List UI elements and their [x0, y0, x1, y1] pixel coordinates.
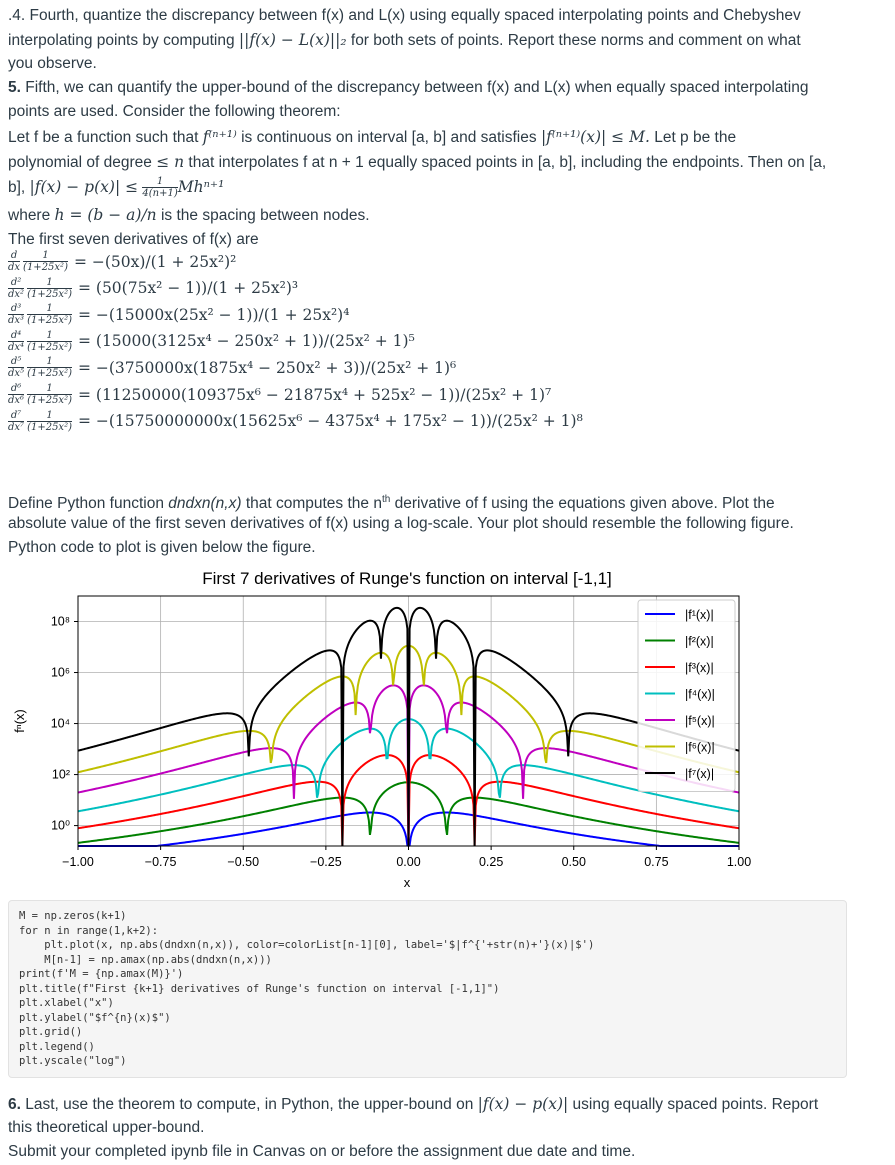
legend-entry: |f²(x)|	[685, 634, 714, 649]
define-line-3: Python code to plot is given below the figure.	[8, 539, 316, 556]
define-line-1: Define Python function dndxn(n,x) that computes the $n^{th}$ derivative of f using the equations given above. Plot the	[8, 494, 775, 513]
bound-fraction: $\frac{1}{4(n+1)}$	[142, 176, 178, 200]
x-tick-label: 0.00	[396, 855, 421, 869]
derivative-expression: = (15000(3125x⁴ − 250x² + 1))/(25x² + 1)⁵	[77, 332, 415, 351]
x-tick-label: 0.50	[561, 855, 586, 869]
x-tick-label: −1.00	[62, 855, 94, 869]
x-tick-label: 1.00	[726, 855, 752, 869]
derivative-equation	[8, 277, 298, 300]
legend-entry: |f³(x)|	[685, 661, 714, 675]
derivative-equation	[8, 330, 415, 353]
derivative-expression: = (50(75x² − 1))/(1 + 25x²)³	[77, 279, 299, 298]
derivative-expression: = −(3750000x(1875x⁴ − 250x² + 3))/(25x² + 1)⁶	[77, 358, 457, 377]
norm-expression: ||f(x) − L(x)||₂	[238, 31, 347, 49]
define-line-2: absolute value of the first seven derivatives of f(x) using a log-scale. Your plot should resemble the following figure.	[8, 515, 794, 532]
y-tick-label: 10⁶	[50, 665, 70, 680]
q5-line-2: points are used. Consider the following theorem:	[8, 103, 341, 120]
chart-title: First 7 derivatives of Runge's function on interval [-1,1]	[202, 569, 612, 588]
python-code: M = np.zeros(k+1) for n in range(1,k+2): plt.plot(x, np.abs(dndxn(n,x)), color=colorList[n-1][0], label='$|f^{'+str(n)+'}(x)|$') M[n-1] = np.amax(np.abs(dndxn(n,x))) print(f'M = {np.amax(M)}') plt.title(f"First {k+1} derivatives of Runge's function on interval [-1,1]") plt.xlabel("x") plt.ylabel("$f^{n}(x)$") plt.grid() plt.legend() plt.yscale("log")	[19, 910, 595, 1067]
derivative-equation	[8, 303, 349, 326]
y-tick-label: 10²	[51, 767, 70, 782]
q4-line-3: you observe.	[8, 55, 97, 72]
derivative-expression: = −(15750000000x(15625x⁶ − 4375x⁴ + 175x² − 1))/(25x² + 1)⁸	[77, 412, 583, 431]
x-tick-label: −0.75	[144, 855, 177, 869]
code-block	[8, 900, 847, 1078]
derivative-operator: $\frac{\text{d⁷}}{\text{dx⁷}}$ $\frac{1}{\text{(1+25x²)}}$	[8, 409, 72, 433]
q6-line-1: 6. Last, use the theorem to compute, in Python, the upper-bound on |f(x) − p(x)| using equally spaced points. Report	[8, 1095, 819, 1113]
theorem-line-3: b], |f(x) − p(x)| ≤ $\frac{1}{4(n+1)}$ Mhⁿ⁺¹	[8, 176, 225, 200]
y-tick-label: 10⁴	[50, 716, 70, 731]
where-line: where h = (b − a)/n is the spacing between nodes.	[8, 206, 370, 224]
theorem-line-1: Let f be a function such that f⁽ⁿ⁺¹⁾ is continuous on interval [a, b] and satisfies |f⁽ⁿ⁺¹⁾(x)| ≤ M. Let p be the	[8, 128, 737, 146]
x-axis-label: x	[403, 875, 411, 890]
derivative-operator: $\frac{d}{dx}$ $\frac{1}{\text{(1+25x²)}}$	[8, 250, 68, 273]
q5-line-1: 5. Fifth, we can quantify the upper-bound of the discrepancy between f(x) and L(x) when equally spaced interpolating	[8, 79, 809, 96]
x-tick-label: −0.50	[227, 855, 260, 869]
y-axis-label: fⁿ(x)	[12, 709, 27, 733]
derivative-operator: $\frac{\text{d⁵}}{\text{dx⁵}}$ $\frac{1}{\text{(1+25x²)}}$	[8, 356, 72, 380]
legend-entry: |f⁶(x)|	[685, 740, 715, 755]
y-tick-label: 10⁰	[51, 818, 70, 833]
derivative-operator: $\frac{\text{d²}}{\text{dx²}}$ $\frac{1}{\text{(1+25x²)}}$	[8, 276, 72, 300]
legend-entry: |f⁵(x)|	[685, 714, 715, 728]
submit-line: Submit your completed ipynb file in Canvas on or before the assignment due date and time.	[8, 1143, 636, 1160]
legend-entry: |f¹(x)|	[685, 608, 714, 622]
function-name: dndxn(n,x)	[168, 495, 242, 513]
x-tick-label: 0.25	[478, 855, 504, 869]
x-tick-label: 0.75	[644, 855, 669, 869]
q4-line-2: interpolating points by computing ||f(x) − L(x)||₂ for both sets of points. Report these norms and comment on what	[8, 31, 801, 49]
y-tick-label: 10⁸	[50, 614, 70, 629]
derivative-equation	[8, 250, 236, 273]
derivative-operator: $\frac{\text{d⁶}}{\text{dx⁶}}$ $\frac{1}{\text{(1+25x²)}}$	[8, 383, 72, 406]
derivative-equation	[8, 383, 551, 406]
derivative-equation	[8, 356, 456, 379]
derivative-expression: = −(15000x(25x² − 1))/(1 + 25x²)⁴	[77, 305, 350, 324]
q4-text: .4. Fourth, quantize the discrepancy between f(x) and L(x) using equally spaced interpolating points and Chebyshev	[8, 7, 801, 24]
first-seven-line: The first seven derivatives of f(x) are	[8, 231, 259, 248]
x-tick-label: −0.25	[310, 855, 342, 869]
derivative-equation	[8, 410, 583, 433]
q6-line-2: this theoretical upper-bound.	[8, 1119, 205, 1136]
derivative-expression: = (11250000(109375x⁶ − 21875x⁴ + 525x² − 1))/(25x² + 1)⁷	[77, 385, 552, 404]
derivative-operator: $\frac{\text{d⁴}}{\text{dx⁴}}$ $\frac{1}{\text{(1+25x²)}}$	[8, 329, 72, 353]
derivative-expression: = −(50x)/(1 + 25x²)²	[73, 252, 237, 271]
q4-line-1	[8, 4, 883, 28]
derivative-operator: $\frac{\text{d³}}{\text{dx³}}$ $\frac{1}{\text{(1+25x²)}}$	[8, 303, 72, 327]
theorem-line-2: polynomial of degree ≤ n that interpolates f at n + 1 equally spaced points in [a, b], including the endpoints. Then on [a,	[8, 153, 827, 171]
legend-entry: |f⁷(x)|	[685, 767, 715, 781]
legend-entry: |f⁴(x)|	[685, 687, 715, 702]
derivatives-chart	[0, 562, 895, 892]
